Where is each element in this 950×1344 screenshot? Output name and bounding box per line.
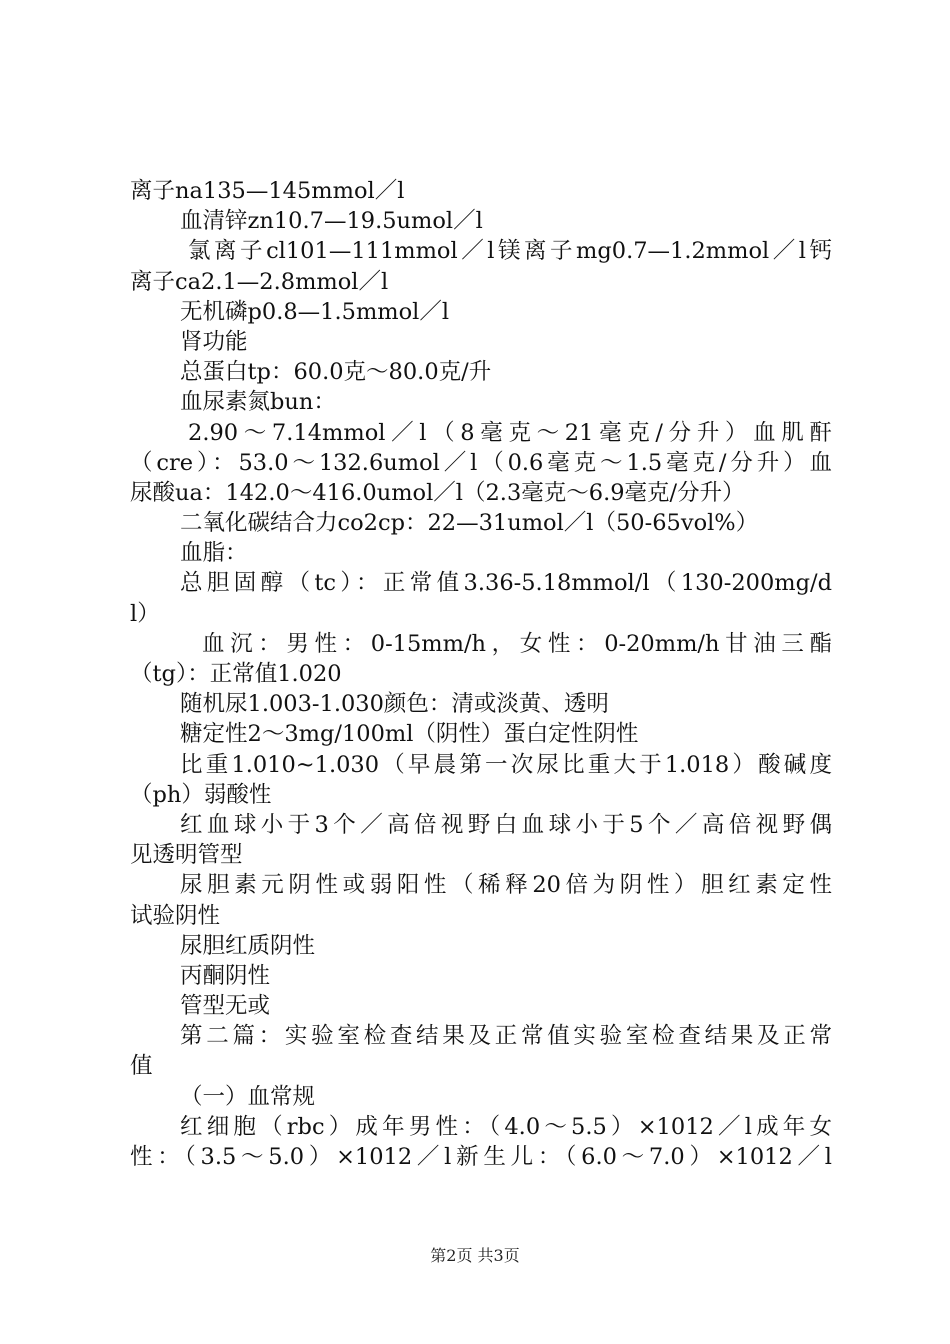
text-line: 随机尿1.003-1.030颜色：清或淡黄、透明 bbox=[180, 691, 609, 718]
text-line: 离子ca2.1—2.8mmol／l bbox=[130, 268, 389, 295]
text-line: 离子na135—145mmol／l bbox=[130, 178, 405, 204]
text-line: 氯离子cl101—111mmol／l镁离子mg0.7—1.2mmol／l钙 bbox=[188, 238, 832, 265]
text-line: 第二篇：实验室检查结果及正常值实验室检查结果及正常 bbox=[180, 1023, 832, 1050]
text-line: 值 bbox=[130, 1053, 153, 1080]
text-line: （tg）：正常值1.020 bbox=[130, 661, 342, 687]
text-line: 尿酸ua：142.0～416.0umol／l（2.3毫克～6.9毫克/分升） bbox=[130, 479, 745, 506]
text-line: 试验阴性 bbox=[130, 902, 221, 929]
document-body bbox=[130, 176, 832, 1172]
text-line: 二氧化碳结合力co2cp：22—31umol／l（50-65vol%） bbox=[180, 510, 759, 537]
text-line: 管型无或 bbox=[180, 993, 271, 1020]
text-line: 2.90～7.14mmol／l（8毫克～21毫克/分升）血肌酐 bbox=[188, 419, 832, 446]
text-line: 血清锌zn10.7—19.5umol／l bbox=[180, 208, 483, 235]
text-line: 血尿素氮bun： bbox=[180, 389, 336, 416]
text-line: （一）血常规 bbox=[180, 1083, 316, 1110]
text-line: l） bbox=[130, 600, 160, 627]
text-line: 血沉：男性：0-15mm/h，女性：0-20mm/h甘油三酯 bbox=[202, 630, 832, 657]
text-line: 尿胆红质阴性 bbox=[180, 932, 316, 959]
text-line: 见透明管型 bbox=[130, 842, 243, 869]
text-line: 无机磷p0.8—1.5mmol／l bbox=[180, 298, 450, 325]
text-line: （cre）：53.0～132.6umol／l（0.6毫克～1.5毫克/分升）血 bbox=[130, 449, 832, 476]
text-line: 糖定性2～3mg/100ml（阴性）蛋白定性阴性 bbox=[180, 721, 639, 748]
text-line: 总胆固醇（tc）：正常值3.36-5.18mmol/l（130-200mg/d bbox=[180, 570, 832, 597]
text-line: 红细胞（rbc）成年男性：（4.0～5.5）×1012／l成年女 bbox=[180, 1113, 832, 1140]
text-line: 肾功能 bbox=[180, 328, 248, 355]
text-line: 性：（3.5～5.0）×1012／l新生儿：（6.0～7.0）×1012／l bbox=[130, 1144, 832, 1170]
text-line: 比重1.010~1.030（早晨第一次尿比重大于1.018）酸碱度 bbox=[180, 751, 832, 778]
text-line: 丙酮阴性 bbox=[180, 962, 271, 989]
text-line: 血脂： bbox=[180, 540, 248, 567]
text-line: （ph）弱酸性 bbox=[130, 781, 272, 808]
text-line: 总蛋白tp：60.0克～80.0克/升 bbox=[180, 359, 492, 386]
text-line: 红血球小于3个／高倍视野白血球小于5个／高倍视野偶 bbox=[180, 811, 832, 838]
text-line: 尿胆素元阴性或弱阳性（稀释20倍为阴性）胆红素定性 bbox=[180, 872, 832, 899]
page-footer: 第2页 共3页 bbox=[430, 1246, 520, 1265]
